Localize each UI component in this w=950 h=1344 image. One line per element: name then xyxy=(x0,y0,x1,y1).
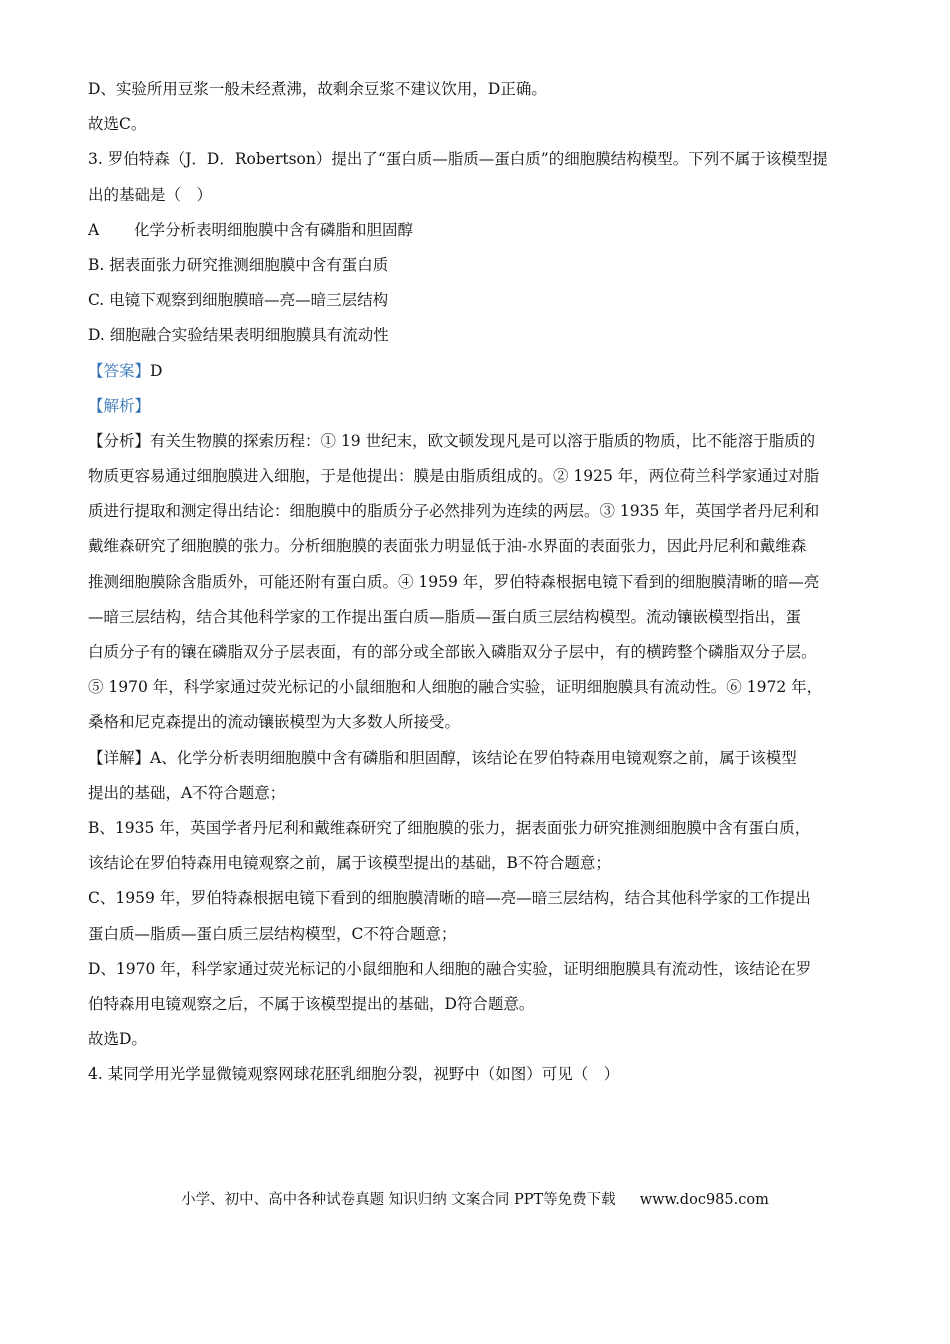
option-b: B. 据表面张力研究推测细胞膜中含有蛋白质 xyxy=(88,255,389,274)
text-line: 物质更容易通过细胞膜进入细胞，于是他提出：膜是由脂质组成的。② 1925 年，两位荷兰科学家通过对脂 xyxy=(88,467,820,486)
detail-line xyxy=(88,741,870,776)
text-line: 蛋白质—脂质—蛋白质三层结构模型，C不符合题意； xyxy=(88,924,457,943)
text-line: D、1970 年，科学家通过荧光标记的小鼠细胞和人细胞的融合实验，证明细胞膜具有流动性，该结论在罗 xyxy=(88,959,812,978)
text-line: 该结论在罗伯特森用电镜观察之前，属于该模型提出的基础，B不符合题意； xyxy=(88,854,611,873)
page-footer xyxy=(0,1188,950,1212)
fenxi-text: 有关生物膜的探索历程：① 19 世纪末，欧文顿发现凡是可以溶于脂质的物质，比不能溶于脂质的 xyxy=(150,431,816,450)
text-line: C、1959 年，罗伯特森根据电镜下看到的细胞膜清晰的暗—亮—暗三层结构，结合其他科学家的工作提出 xyxy=(88,889,811,908)
fenxi-line xyxy=(88,424,870,459)
text-line: 故选D。 xyxy=(88,1030,147,1049)
text-line: B、1935 年，英国学者丹尼利和戴维森研究了细胞膜的张力，据表面张力研究推测细胞膜中含有蛋白质， xyxy=(88,818,811,837)
document-body xyxy=(88,72,870,1092)
option-a xyxy=(88,213,870,248)
text-line: D、实验所用豆浆一般未经煮沸，故剩余豆浆不建议饮用，D正确。 xyxy=(88,80,547,98)
text-line: 提出的基础，A不符合题意； xyxy=(88,783,286,802)
answer-line xyxy=(88,354,870,389)
option-d: D. 细胞融合实验结果表明细胞膜具有流动性 xyxy=(88,326,389,345)
detail-tag: 【详解】 xyxy=(88,748,151,767)
text-line: 桑格和尼克森提出的流动镶嵌模型为大多数人所接受。 xyxy=(88,713,461,732)
text-line: 故选C。 xyxy=(88,115,147,134)
text-line: —暗三层结构，结合其他科学家的工作提出蛋白质—脂质—蛋白质三层结构模型。流动镶嵌模型指出，蛋 xyxy=(88,607,802,626)
option-c: C. 电镜下观察到细胞膜暗—亮—暗三层结构 xyxy=(88,291,389,310)
detail-text: A、化学分析表明细胞膜中含有磷脂和胆固醇，该结论在罗伯特森用电镜观察之前，属于该模型 xyxy=(150,748,797,767)
question-3-stem-cont: 出的基础是（ ） xyxy=(88,185,213,204)
text-line: 白质分子有的镶在磷脂双分子层表面，有的部分或全部嵌入磷脂双分子层中，有的横跨整个磷脂双分子层。 xyxy=(88,643,817,661)
footer-text: 小学、初中、高中各种试卷真题 知识归纳 文案合同 PPT等免费下载 xyxy=(181,1192,616,1208)
answer-value: D xyxy=(150,361,163,380)
analysis-heading xyxy=(88,389,870,424)
answer-tag: 【答案】 xyxy=(88,361,151,380)
text-line: 质进行提取和测定得出结论：细胞膜中的脂质分子必然排列为连续的两层。③ 1935 年，英国学者丹尼利和 xyxy=(88,502,820,521)
footer-link[interactable]: www.doc985.com xyxy=(639,1192,769,1208)
question-3-stem: 3. 罗伯特森（J．D．Robertson）提出了“蛋白质—脂质—蛋白质”的细胞膜结构模型。下列不属于该模型提 xyxy=(88,150,828,169)
text-line: 戴维森研究了细胞膜的张力。分析细胞膜的表面张力明显低于油-水界面的表面张力，因此丹尼利和戴维森 xyxy=(88,537,807,556)
text-line: 推测细胞膜除含脂质外，可能还附有蛋白质。④ 1959 年，罗伯特森根据电镜下看到的细胞膜清晰的暗—亮 xyxy=(88,572,820,591)
option-a-key: A xyxy=(88,220,100,239)
text-line: ⑤ 1970 年，科学家通过荧光标记的小鼠细胞和人细胞的融合实验，证明细胞膜具有流动性。⑥ 1972 年， xyxy=(88,678,823,697)
analysis-tag: 【解析】 xyxy=(88,396,151,415)
text-line: 伯特森用电镜观察之后，不属于该模型提出的基础，D符合题意。 xyxy=(88,994,535,1013)
option-a-text: 化学分析表明细胞膜中含有磷脂和胆固醇 xyxy=(134,220,414,239)
fenxi-tag: 【分析】 xyxy=(88,431,151,450)
question-4-stem: 4. 某同学用光学显微镜观察网球花胚乳细胞分裂，视野中（如图）可见（ ） xyxy=(88,1065,620,1084)
